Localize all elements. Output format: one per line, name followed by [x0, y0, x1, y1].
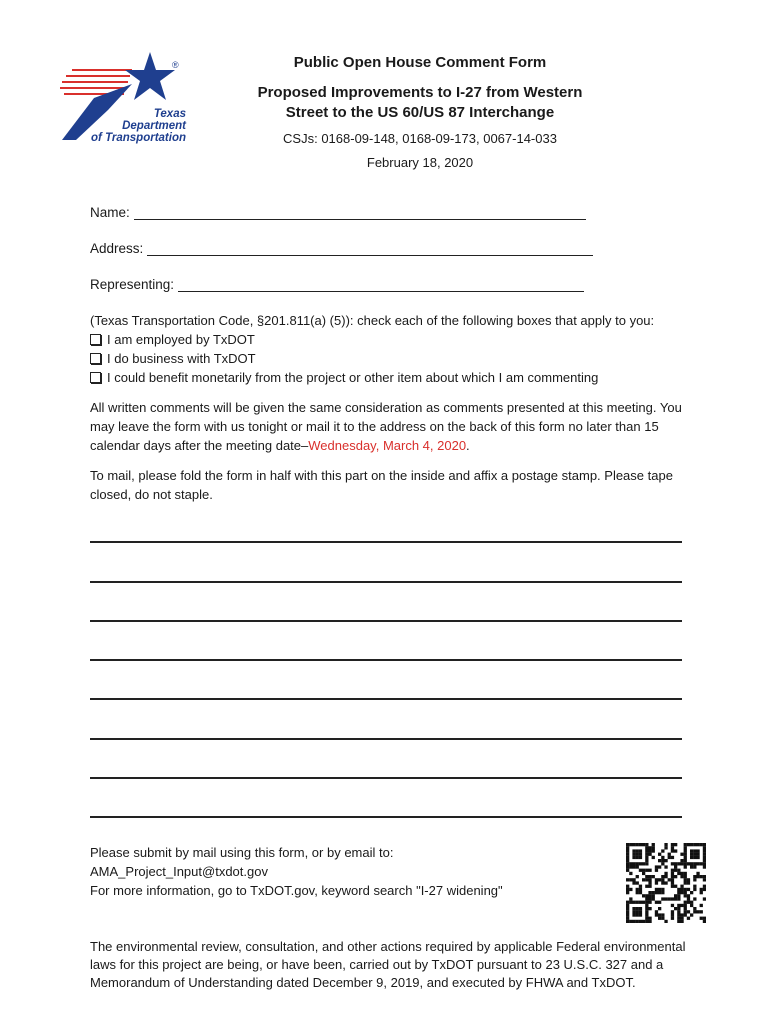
submit-line-1: Please submit by mail using this form, or by email to: — [90, 845, 394, 860]
comment-line[interactable] — [90, 777, 682, 779]
name-input-line[interactable] — [134, 205, 586, 220]
address-field — [90, 241, 593, 256]
form-title: Public Open House Comment Form — [293, 54, 547, 71]
checkbox-label: I do business with TxDOT — [107, 351, 256, 366]
comment-instructions — [90, 398, 690, 455]
submit-email[interactable]: AMA_Project_Input@txdot.gov — [90, 864, 268, 879]
comment-line[interactable] — [90, 581, 682, 583]
project-title-line-2: Street to the US 60/US 87 Interchange — [285, 104, 555, 121]
address-input-line[interactable] — [147, 241, 593, 256]
checkbox-icon[interactable] — [90, 353, 101, 364]
checkbox-label: I am employed by TxDOT — [107, 332, 255, 347]
comment-line[interactable] — [90, 698, 682, 700]
disclosure-section — [90, 311, 700, 387]
logo-line-1: Texas — [153, 108, 186, 120]
mail-instructions: To mail, please fold the form in half with this part on the inside and affix a postage stamp. Please tape closed, do not staple. — [90, 468, 673, 502]
submit-more-info: For more information, go to TxDOT.gov, keyword search "I-27 widening" — [90, 883, 503, 898]
comment-line[interactable] — [90, 541, 682, 543]
csj-numbers: CSJs: 0168-09-148, 0168-09-173, 0067-14-033 — [283, 131, 557, 146]
project-title — [200, 83, 640, 123]
registered-mark: ® — [172, 60, 179, 70]
qr-code-icon — [626, 843, 706, 923]
checkbox-label: I could benefit monetarily from the project or other item about which I am commenting — [107, 370, 599, 385]
name-field — [90, 205, 586, 220]
qr-code[interactable] — [626, 843, 706, 923]
name-label: Name: — [90, 205, 130, 220]
representing-field — [90, 277, 584, 292]
representing-label: Representing: — [90, 277, 175, 292]
instructions-period: . — [466, 438, 470, 453]
logo-text — [74, 108, 186, 144]
txdot-logo — [54, 48, 194, 148]
address-label: Address: — [90, 241, 144, 256]
deadline-date: Wednesday, March 4, 2020 — [308, 438, 467, 453]
comment-line[interactable] — [90, 816, 682, 818]
checkbox-business[interactable] — [90, 349, 700, 368]
comment-line[interactable] — [90, 620, 682, 622]
checkbox-icon[interactable] — [90, 372, 101, 383]
submit-info — [90, 843, 610, 900]
environmental-disclaimer: The environmental review, consultation, and other actions required by applicable Federal environmental laws for this project are being, or have been, carried out by TxDOT pursuant to 23 U.S.C. 327 and a Memorandum of Understanding dated December 9, 2019, and executed by FHWA and TxDOT. — [90, 939, 686, 990]
checkbox-employed[interactable] — [90, 330, 700, 349]
project-title-line-1: Proposed Improvements to I-27 from Western — [257, 84, 583, 101]
disclosure-intro: (Texas Transportation Code, §201.811(a) (5)): check each of the following boxes that apply to you: — [90, 313, 655, 328]
checkbox-benefit[interactable] — [90, 368, 700, 387]
comment-line[interactable] — [90, 659, 682, 661]
representing-input-line[interactable] — [178, 277, 584, 292]
comment-line[interactable] — [90, 738, 682, 740]
meeting-date: February 18, 2020 — [366, 155, 474, 170]
checkbox-icon[interactable] — [90, 334, 101, 345]
logo-line-3: of Transportation — [91, 132, 186, 144]
instructions-text: All written comments will be given the same consideration as comments presented at this meeting. You may leave the form with us tonight or mail it to the address on the back of this form no later than 15 calendar days after the meeting date– — [90, 400, 682, 453]
logo-line-2: Department — [122, 120, 186, 132]
